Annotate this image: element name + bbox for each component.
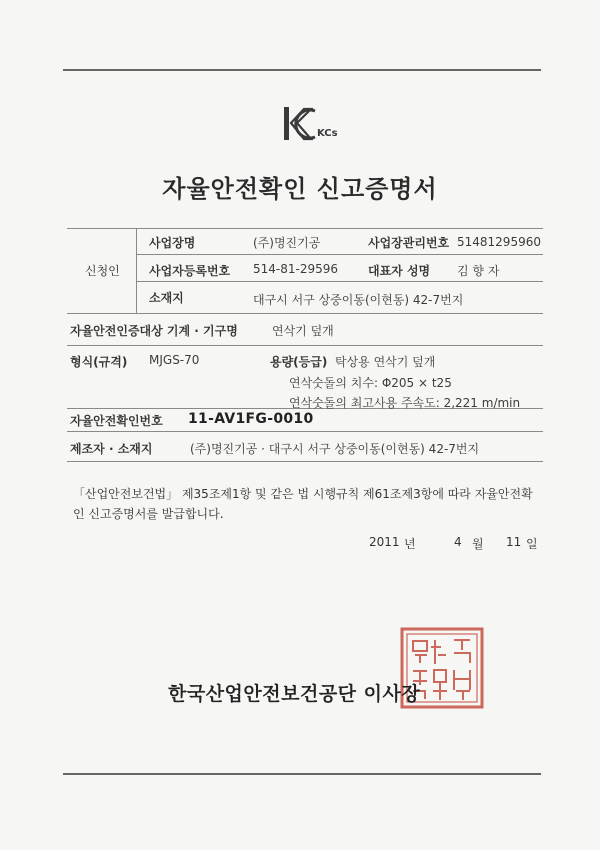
table-bottom-border bbox=[67, 461, 543, 462]
document-title: 자율안전확인 신고증명서 bbox=[162, 175, 438, 203]
model-value: MJGS-70 bbox=[149, 353, 200, 367]
biz-reg-no-label: 사업자등록번호 bbox=[149, 264, 231, 278]
date-month-unit: 월 bbox=[472, 537, 484, 551]
kcs-mark-icon bbox=[281, 105, 338, 149]
column-divider bbox=[136, 228, 137, 313]
row-divider bbox=[136, 281, 543, 282]
date-month: 4 bbox=[454, 535, 462, 549]
capacity-value: 탁상용 연삭기 덮개 bbox=[335, 355, 436, 369]
manufacturer-label: 제조자 · 소재지 bbox=[70, 442, 153, 456]
address-label: 소재지 bbox=[149, 291, 184, 305]
kcs-logo-text: KCs bbox=[317, 128, 338, 139]
manufacturer-value: (주)명진기공 · 대구시 서구 상중이동(이현동) 42-7번지 bbox=[190, 442, 480, 456]
bottom-rule bbox=[63, 773, 541, 775]
company-name-value: (주)명진기공 bbox=[253, 236, 321, 250]
row-divider bbox=[67, 313, 543, 314]
date-year: 2011 bbox=[369, 535, 400, 549]
confirmation-number: 11-AV1FG-0010 bbox=[188, 411, 314, 427]
confirmation-label: 자율안전확인번호 bbox=[70, 414, 163, 428]
ceo-label: 대표자 성명 bbox=[368, 264, 431, 278]
issuance-statement: 「산업안전보건법」 제35조제1항 및 같은 법 시행규칙 제61조제3항에 따라 자율안전확인 신고증명서를 발급합니다. bbox=[73, 487, 533, 521]
site-mgmt-no-label: 사업장관리번호 bbox=[368, 236, 450, 250]
date-day-unit: 일 bbox=[526, 537, 538, 551]
applicant-section-label: 신청인 bbox=[85, 264, 120, 278]
address-value: 대구시 서구 상중이동(이현동) 42-7번지 bbox=[253, 293, 464, 307]
spec-line-2: 연삭숫돌의 최고사용 주속도: 2,221 m/min bbox=[289, 396, 521, 410]
table-top-border bbox=[67, 228, 543, 229]
site-mgmt-no-value: 51481295960 bbox=[457, 235, 541, 249]
row-divider bbox=[136, 254, 543, 255]
issuer-name: 한국산업안전보건공단 이사장 bbox=[168, 683, 421, 705]
target-label: 자율안전인증대상 기계 · 기구명 bbox=[70, 324, 238, 338]
ceo-value: 김 향 자 bbox=[457, 264, 500, 278]
row-divider bbox=[67, 431, 543, 432]
top-rule bbox=[63, 69, 541, 71]
model-label: 형식(규격) bbox=[70, 355, 128, 369]
target-value: 연삭기 덮개 bbox=[272, 324, 334, 338]
date-day: 11 bbox=[506, 535, 522, 549]
company-name-label: 사업장명 bbox=[149, 236, 196, 250]
capacity-label: 용량(등급) bbox=[270, 355, 328, 369]
spec-line-1: 연삭숫돌의 치수: Φ205 × t25 bbox=[289, 376, 452, 390]
row-divider bbox=[67, 345, 543, 346]
date-year-unit: 년 bbox=[404, 537, 416, 551]
biz-reg-no-value: 514-81-29596 bbox=[253, 262, 339, 276]
